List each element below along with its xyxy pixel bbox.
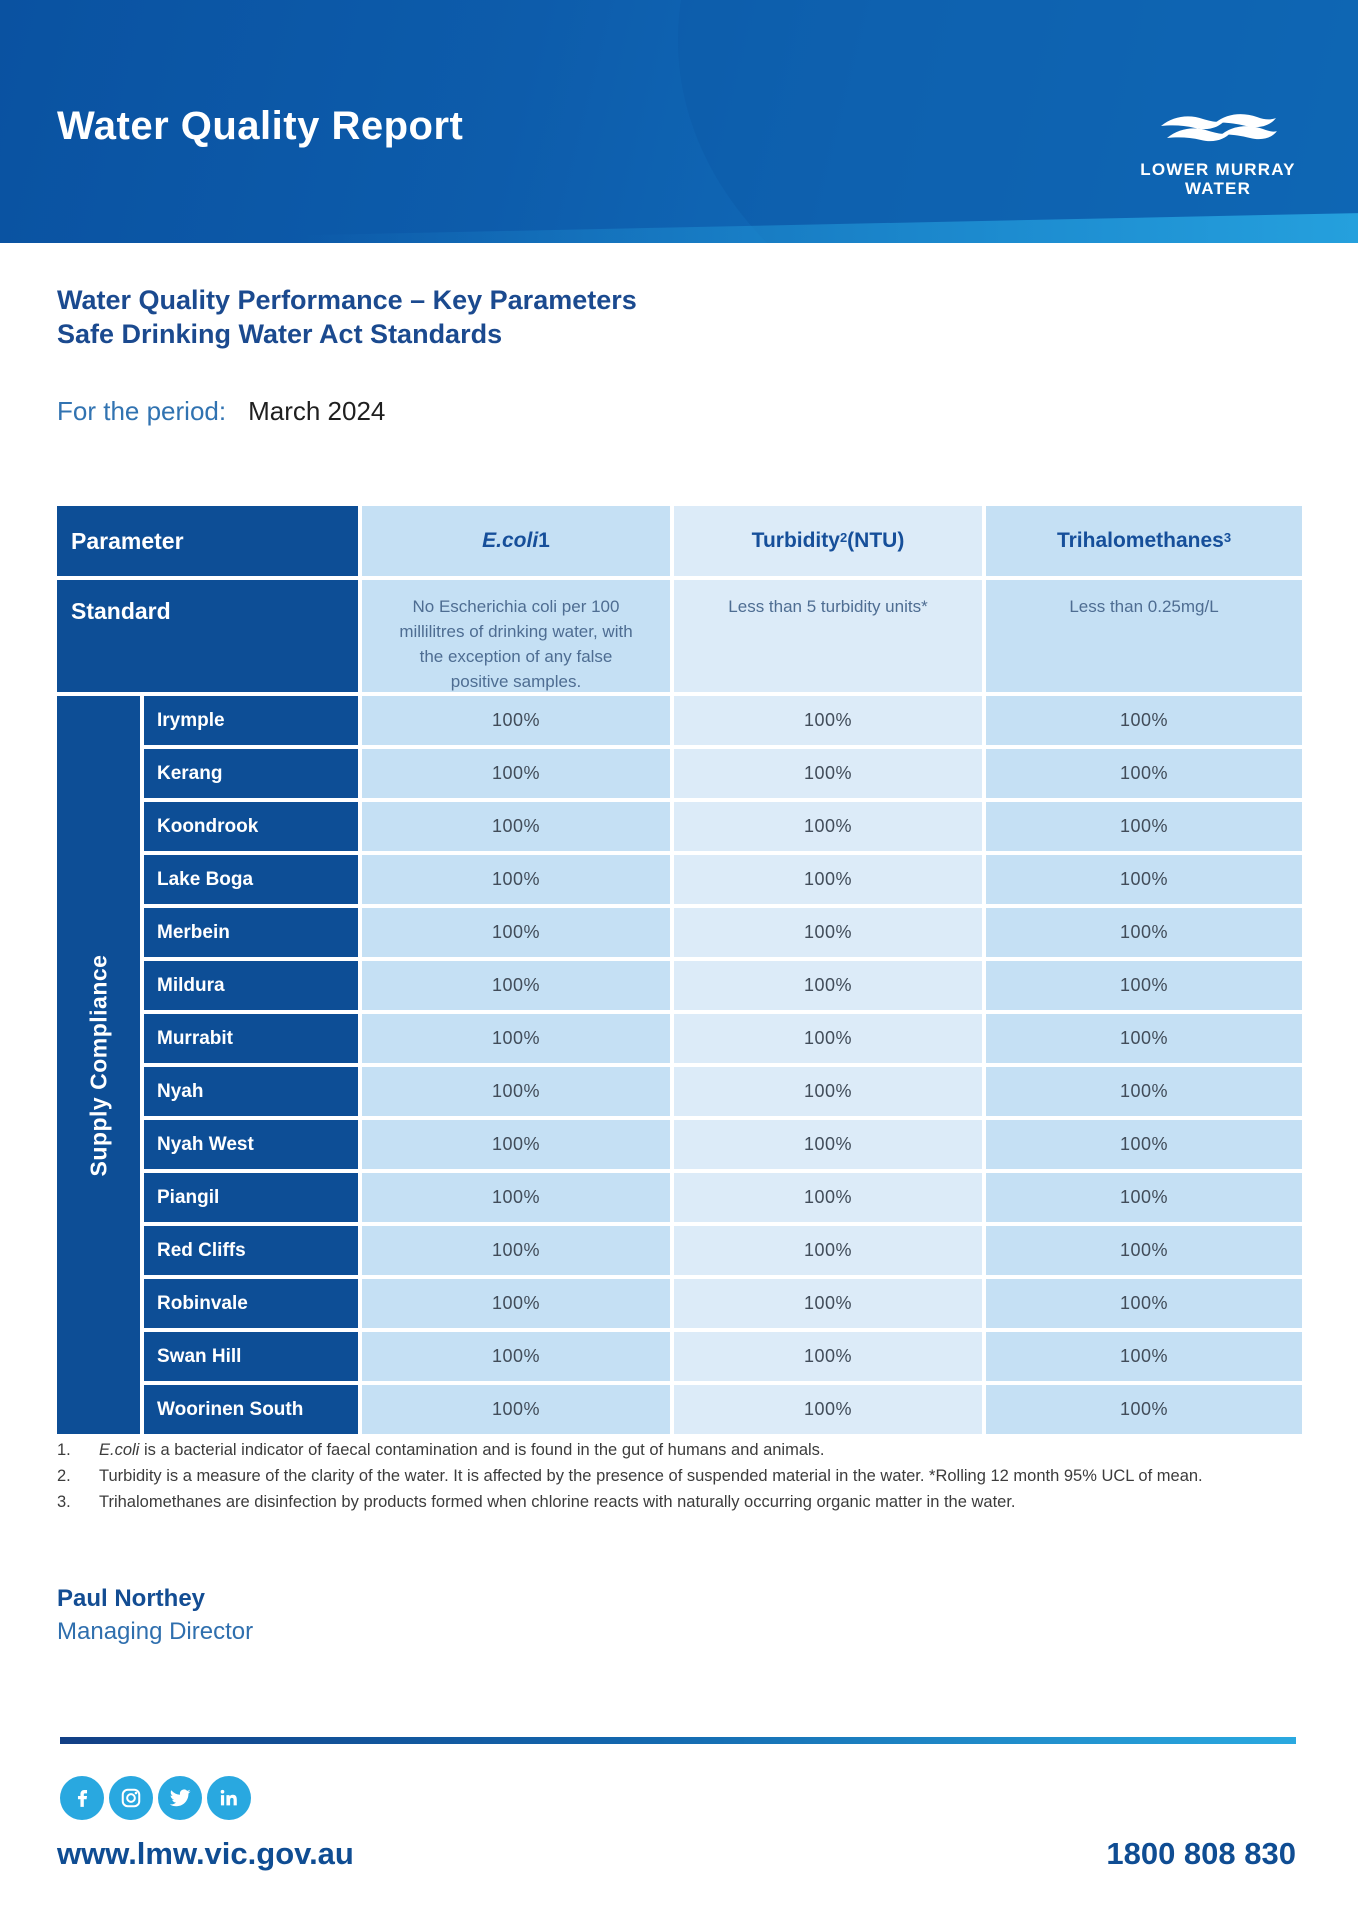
value-cell: 100% [362,855,670,904]
value-cell: 100% [986,1226,1302,1275]
value-cell: 100% [362,802,670,851]
town-cell: Robinvale [144,1279,358,1328]
phone-number[interactable]: 1800 808 830 [1106,1836,1296,1871]
town-cell: Woorinen South [144,1385,358,1434]
signature-block [57,1583,253,1649]
town-cell: Lake Boga [144,855,358,904]
footnote-2 [57,1463,1305,1489]
footnote-3-text: Trihalomethanes are disinfection by products formed when chlorine reacts with naturally occurring organic matter in the water. [99,1493,1016,1511]
value-cell: 100% [674,1067,982,1116]
town-cell: Irymple [144,696,358,745]
value-cell: 100% [674,908,982,957]
value-cell: 100% [986,1279,1302,1328]
heading-line-2: Safe Drinking Water Act Standards [57,319,503,349]
town-cell: Kerang [144,749,358,798]
ecoli-footnote-marker: 1 [538,529,550,552]
town-cell: Mildura [144,961,358,1010]
turbidity-footnote-marker: 2 [839,529,848,545]
value-cell: 100% [674,1120,982,1169]
value-cell: 100% [362,1279,670,1328]
footnote-1-text: E.coli is a bacterial indicator of faecal contamination and is found in the gut of humans and animals. [99,1441,825,1459]
standard-trihalomethanes: Less than 0.25mg/L [986,580,1302,692]
town-cell: Red Cliffs [144,1226,358,1275]
logo-text-line2: WATER [1184,179,1252,198]
footnote-2-number: 2. [57,1467,71,1485]
page-title: Water Quality Report [57,104,464,148]
town-cell: Piangil [144,1173,358,1222]
signatory-title: Managing Director [57,1618,254,1645]
section-heading [57,283,637,351]
value-cell: 100% [986,1067,1302,1116]
ecoli-label: E.coli [482,529,539,552]
period-value: March 2024 [248,396,386,426]
turbidity-unit: (NTU) [847,529,905,552]
value-cell: 100% [362,908,670,957]
value-cell: 100% [674,855,982,904]
value-cell: 100% [986,1120,1302,1169]
value-cell: 100% [674,1226,982,1275]
period-label: For the period: [57,396,227,426]
supply-compliance-group-cell [57,696,140,1434]
value-cell: 100% [674,1014,982,1063]
value-cell: 100% [986,696,1302,745]
standard-ecoli: No Escherichia coli per 100 millilitres of drinking water, with the exception of any false positive samples. [362,580,670,692]
value-cell: 100% [362,1385,670,1434]
standard-header-cell: Standard [57,580,358,692]
instagram-icon[interactable] [109,1776,153,1820]
trihalomethanes-label: Trihalomethanes [1056,529,1224,552]
value-cell: 100% [362,1332,670,1381]
value-cell: 100% [986,1173,1302,1222]
facebook-icon[interactable] [60,1776,104,1820]
town-cell: Murrabit [144,1014,358,1063]
value-cell: 100% [674,802,982,851]
value-cell: 100% [362,1226,670,1275]
value-cell: 100% [362,1173,670,1222]
value-cell: 100% [674,1332,982,1381]
value-cell: 100% [986,1332,1302,1381]
value-cell: 100% [986,1385,1302,1434]
value-cell: 100% [674,1279,982,1328]
town-cell: Swan Hill [144,1332,358,1381]
logo-text-line1: LOWER MURRAY [1140,160,1296,179]
water-quality-table [57,506,1302,1434]
value-cell: 100% [986,961,1302,1010]
value-cell: 100% [986,1014,1302,1063]
footnote-1 [57,1437,1305,1463]
trihalomethanes-footnote-marker: 3 [1223,529,1232,545]
value-cell: 100% [986,855,1302,904]
lower-murray-water-logo [1128,112,1308,198]
value-cell: 100% [674,749,982,798]
town-cell: Merbein [144,908,358,957]
footnotes [57,1437,1305,1515]
water-waves-icon [1159,112,1277,150]
value-cell: 100% [674,961,982,1010]
column-header-trihalomethanes [986,506,1302,576]
social-links [60,1776,251,1820]
value-cell: 100% [362,696,670,745]
value-cell: 100% [674,1173,982,1222]
parameter-header-cell: Parameter [57,506,358,576]
footer-divider-bar [60,1737,1296,1744]
turbidity-label: Turbidity [751,529,840,552]
supply-compliance-label: Supply Compliance [85,954,111,1176]
linkedin-icon[interactable] [207,1776,251,1820]
value-cell: 100% [362,961,670,1010]
signatory-name: Paul Northey [57,1585,206,1612]
report-header [0,0,1358,243]
heading-line-1: Water Quality Performance – Key Parameters [57,285,637,315]
value-cell: 100% [674,696,982,745]
town-cell: Nyah West [144,1120,358,1169]
value-cell: 100% [986,749,1302,798]
column-header-ecoli [362,506,670,576]
value-cell: 100% [986,802,1302,851]
value-cell: 100% [362,749,670,798]
twitter-icon[interactable] [158,1776,202,1820]
value-cell: 100% [362,1120,670,1169]
footnote-2-text: Turbidity is a measure of the clarity of the water. It is affected by the presence of suspended material in the water. *Rolling 12 month 95% UCL of mean. [99,1467,1203,1485]
footnote-3 [57,1489,1305,1515]
value-cell: 100% [986,908,1302,957]
value-cell: 100% [362,1067,670,1116]
footnote-1-number: 1. [57,1441,71,1459]
town-cell: Nyah [144,1067,358,1116]
column-header-turbidity [674,506,982,576]
standard-turbidity: Less than 5 turbidity units* [674,580,982,692]
report-period [57,396,385,427]
value-cell: 100% [674,1385,982,1434]
website-link[interactable]: www.lmw.vic.gov.au [57,1836,354,1871]
town-cell: Koondrook [144,802,358,851]
footnote-3-number: 3. [57,1493,71,1511]
value-cell: 100% [362,1014,670,1063]
